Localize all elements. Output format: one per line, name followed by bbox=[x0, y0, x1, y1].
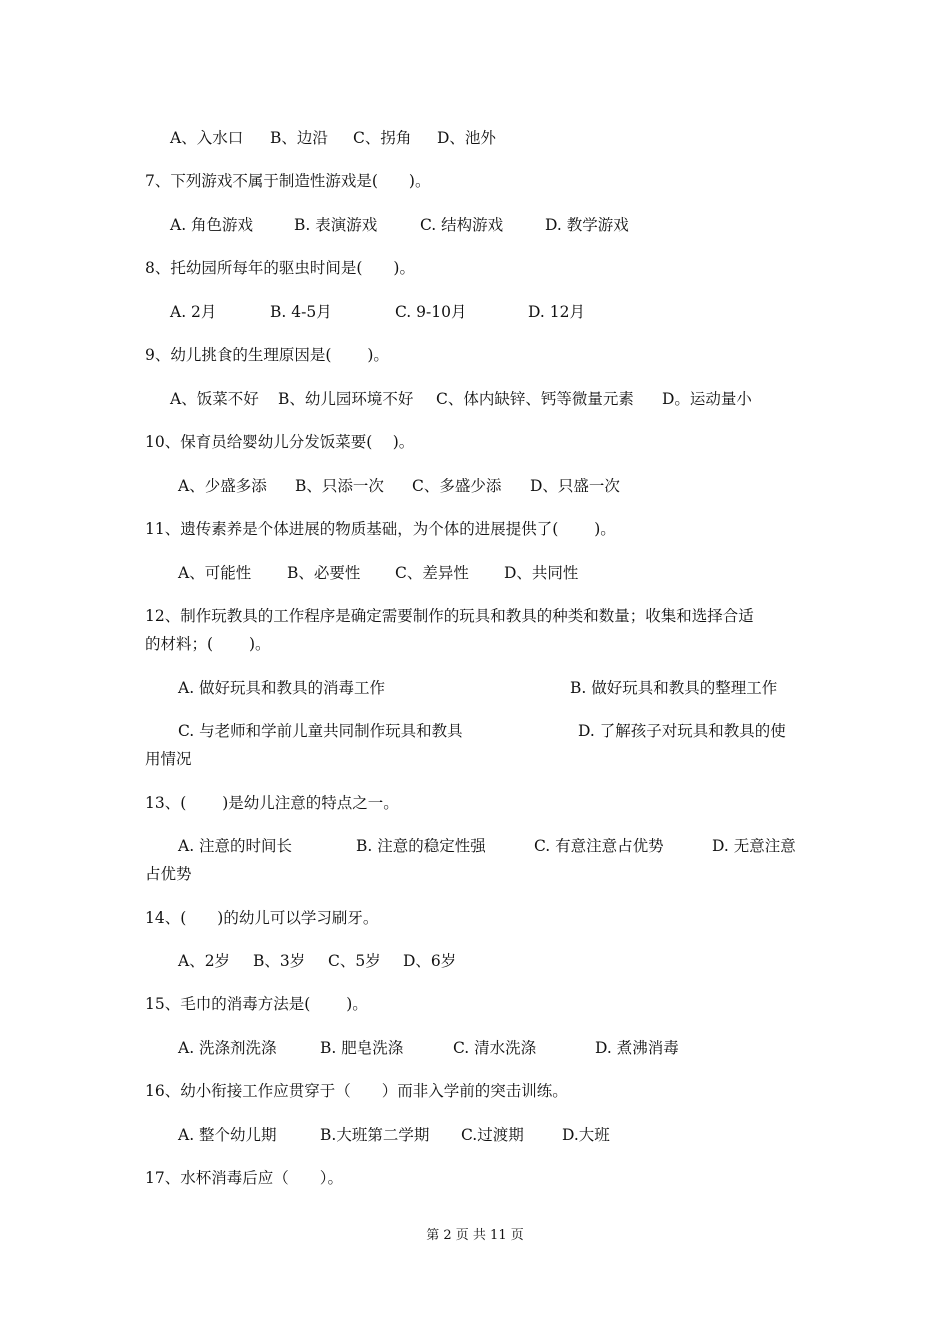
answer-option: B、必要性 bbox=[287, 564, 361, 582]
answer-option: B. 表演游戏 bbox=[294, 216, 378, 234]
answer-option: C. 清水洗涤 bbox=[453, 1039, 537, 1057]
answer-option: D. 了解孩子对玩具和教具的使 bbox=[578, 722, 786, 740]
answer-option: A. 做好玩具和教具的消毒工作 bbox=[178, 679, 386, 697]
answer-option: D. 12月 bbox=[528, 303, 585, 321]
answer-option: C. 与老师和学前儿童共同制作玩具和教具 bbox=[178, 722, 463, 740]
answer-option: C、拐角 bbox=[353, 129, 412, 147]
answer-option: A、可能性 bbox=[178, 564, 252, 582]
answer-option: C. 9-10月 bbox=[395, 303, 467, 321]
answer-option: A. 整个幼儿期 bbox=[178, 1126, 277, 1144]
answer-option: A、2岁 bbox=[178, 952, 231, 970]
question-text: 16、幼小衔接工作应贯穿于（ ）而非入学前的突击训练。 bbox=[145, 1082, 568, 1100]
answer-option: D. 煮沸消毒 bbox=[595, 1039, 679, 1057]
answer-option: B、3岁 bbox=[253, 952, 306, 970]
answer-option: C、差异性 bbox=[395, 564, 469, 582]
question-text: 11、遗传素养是个体进展的物质基础，为个体的进展提供了( )。 bbox=[145, 520, 616, 538]
question-text: 用情况 bbox=[145, 750, 192, 768]
answer-option: A. 角色游戏 bbox=[170, 216, 254, 234]
answer-option: A、饭菜不好 bbox=[170, 390, 259, 408]
question-text: 14、( )的幼儿可以学习刷牙。 bbox=[145, 909, 379, 927]
question-text: 的材料；( )。 bbox=[145, 635, 271, 653]
answer-option: D.大班 bbox=[562, 1126, 610, 1144]
question-text: 13、( )是幼儿注意的特点之一。 bbox=[145, 794, 399, 812]
answer-option: A. 洗涤剂洗涤 bbox=[178, 1039, 277, 1057]
answer-option: B. 做好玩具和教具的整理工作 bbox=[570, 679, 778, 697]
answer-option: C.过渡期 bbox=[461, 1126, 524, 1144]
answer-option: C、5岁 bbox=[328, 952, 381, 970]
answer-option: D. 教学游戏 bbox=[545, 216, 629, 234]
question-text: 9、幼儿挑食的生理原因是( )。 bbox=[145, 346, 389, 364]
page-footer: 第 2 页 共 11 页 bbox=[426, 1228, 524, 1243]
answer-option: A、入水口 bbox=[170, 129, 244, 147]
question-text: 17、水杯消毒后应（ ）。 bbox=[145, 1169, 343, 1187]
answer-option: C、多盛少添 bbox=[412, 477, 502, 495]
question-text: 7、下列游戏不属于制造性游戏是( )。 bbox=[145, 172, 431, 190]
question-text: 8、托幼园所每年的驱虫时间是( )。 bbox=[145, 259, 415, 277]
answer-option: A、少盛多添 bbox=[178, 477, 267, 495]
answer-option: C、体内缺锌、钙等微量元素 bbox=[436, 390, 634, 408]
answer-option: B、边沿 bbox=[270, 129, 328, 147]
answer-option: D、6岁 bbox=[403, 952, 457, 970]
question-text: 10、保育员给婴幼儿分发饭菜要( )。 bbox=[145, 433, 415, 451]
answer-option: C. 有意注意占优势 bbox=[534, 837, 664, 855]
question-text: 15、毛巾的消毒方法是( )。 bbox=[145, 995, 368, 1013]
question-text: 占优势 bbox=[145, 865, 192, 883]
answer-option: D、池外 bbox=[437, 129, 496, 147]
question-text: 12、制作玩教具的工作程序是确定需要制作的玩具和教具的种类和数量；收集和选择合适 bbox=[145, 607, 754, 625]
answer-option: D、共同性 bbox=[504, 564, 579, 582]
answer-option: D. 无意注意 bbox=[712, 837, 796, 855]
answer-option: B.大班第二学期 bbox=[320, 1126, 430, 1144]
answer-option: A. 注意的时间长 bbox=[178, 837, 293, 855]
answer-option: B. 肥皂洗涤 bbox=[320, 1039, 404, 1057]
answer-option: B. 注意的稳定性强 bbox=[356, 837, 486, 855]
answer-option: A. 2月 bbox=[170, 303, 217, 321]
answer-option: B、幼儿园环境不好 bbox=[278, 390, 414, 408]
answer-option: B、只添一次 bbox=[295, 477, 384, 495]
answer-option: B. 4-5月 bbox=[270, 303, 332, 321]
answer-option: D、只盛一次 bbox=[530, 477, 620, 495]
answer-option: C. 结构游戏 bbox=[420, 216, 504, 234]
answer-option: D。运动量小 bbox=[662, 390, 752, 408]
